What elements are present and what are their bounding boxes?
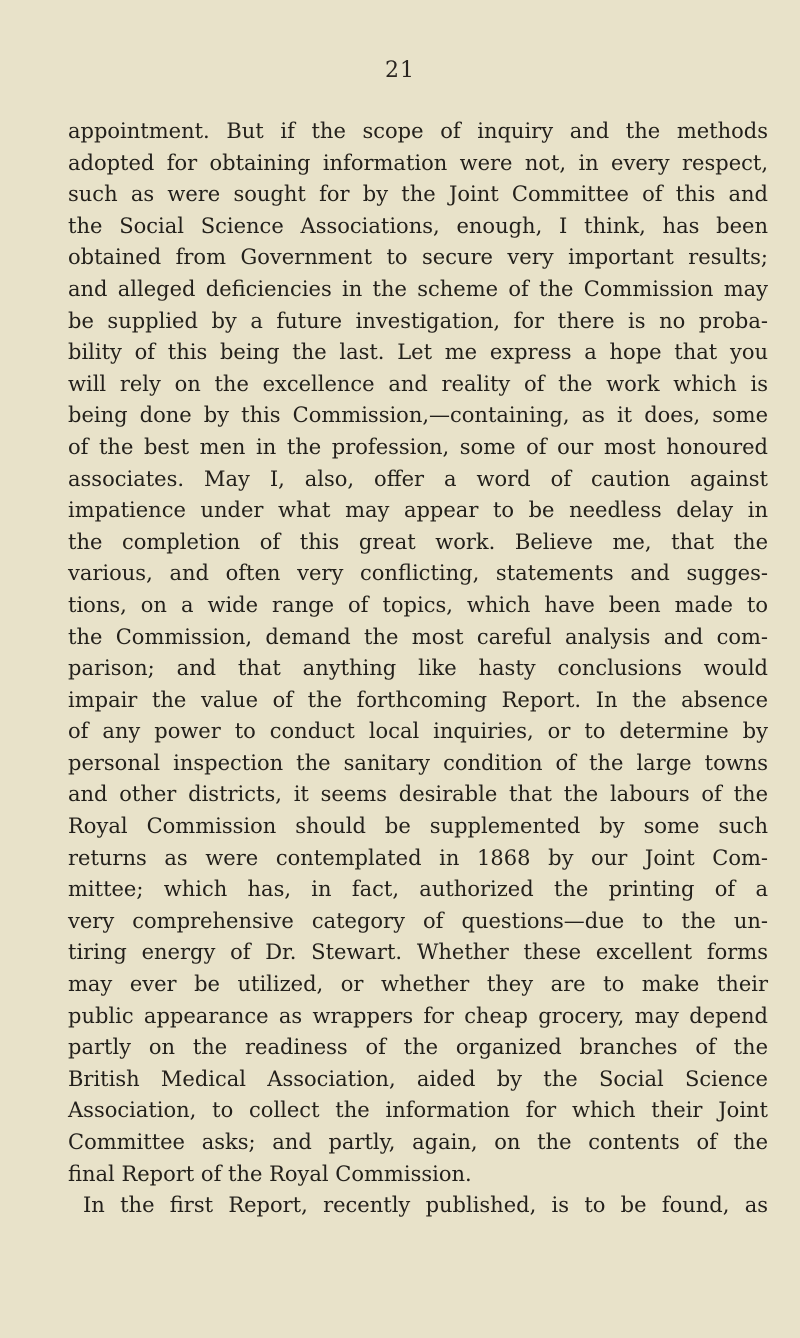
text-line: final Report of the Royal Commission.	[68, 1161, 472, 1186]
text-line: obtained from Government to secure very important results;	[68, 245, 768, 270]
text-line: tions, on a wide range of topics, which have been made to	[68, 592, 768, 617]
text-line: impair the value of the forthcoming Report. In the absence	[68, 687, 768, 712]
text-line: the Social Science Associations, enough, I think, has been	[68, 213, 768, 238]
text-line: associates. May I, also, offer a word of caution against	[68, 466, 768, 491]
text-line: returns as were contemplated in 1868 by our Joint Com-	[68, 845, 768, 870]
text-line: tiring energy of Dr. Stewart. Whether these excellent forms	[68, 940, 768, 965]
body-text	[68, 116, 768, 1222]
text-line: such as were sought for by the Joint Committee of this and	[68, 182, 768, 207]
text-line: adopted for obtaining information were not, in every respect,	[68, 150, 768, 175]
text-line: and other districts, it seems desirable that the labours of the	[68, 782, 768, 807]
text-line: very comprehensive category of questions—due to the un-	[68, 908, 768, 933]
text-line: various, and often very conflicting, statements and sugges-	[68, 561, 768, 586]
text-line: Royal Commission should be supplemented by some such	[68, 814, 768, 839]
text-line: Association, to collect the information for which their Joint	[68, 1098, 768, 1123]
text-line: of any power to conduct local inquiries, or to determine by	[68, 719, 768, 744]
text-line: partly on the readiness of the organized branches of the	[68, 1035, 768, 1060]
text-line: Committee asks; and partly, again, on the contents of the	[68, 1130, 768, 1154]
text-line: the Commission, demand the most careful analysis and com-	[68, 624, 768, 649]
text-line: personal inspection the sanitary condition of the large towns	[68, 750, 768, 775]
text-line: the completion of this great work. Believe me, that the	[68, 529, 768, 554]
text-line: will rely on the excellence and reality of the work which is	[68, 371, 768, 396]
text-line: and alleged deficiencies in the scheme of the Commission may	[68, 276, 768, 301]
text-line: being done by this Commission,—containing, as it does, some	[68, 403, 768, 428]
text-line: bility of this being the last. Let me express a hope that you	[68, 340, 768, 365]
text-line: be supplied by a future investigation, for there is no proba-	[68, 308, 768, 333]
text-line: parison; and that anything like hasty conclusions would	[68, 656, 768, 681]
text-line: mittee; which has, in fact, authorized the printing of a	[68, 877, 768, 902]
text-line: of the best men in the profession, some of our most honoured	[68, 434, 768, 459]
text-line: In the first Report, recently published, is to be found, as	[83, 1193, 768, 1218]
page-number: 21	[385, 58, 415, 83]
text-line: may ever be utilized, or whether they are to make their	[68, 972, 768, 997]
text-line: impatience under what may appear to be needless delay in	[68, 498, 768, 523]
text-line: British Medical Association, aided by the Social Science	[68, 1066, 768, 1091]
text-line: public appearance as wrappers for cheap grocery, may depend	[68, 1003, 768, 1028]
text-line: appointment. But if the scope of inquiry and the methods	[68, 119, 768, 143]
